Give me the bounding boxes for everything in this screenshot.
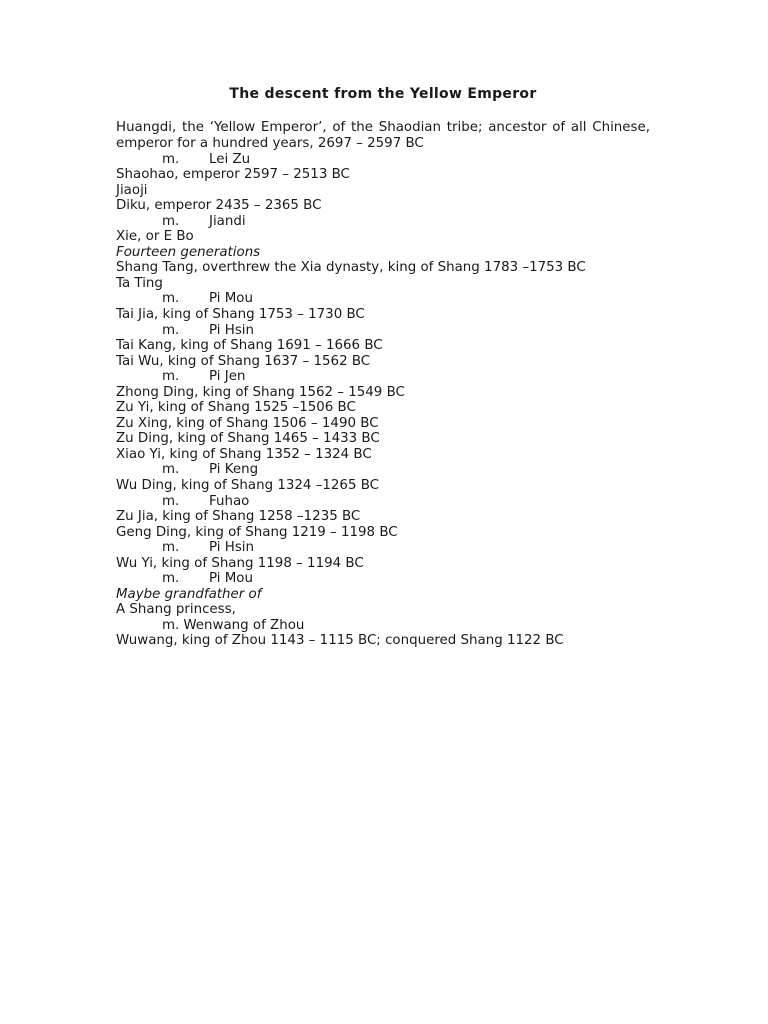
intro-paragraph: Huangdi, the ‘Yellow Emperor’, of the Shaodian tribe; ancestor of all Chinese, emperor for a hundred years, 2697 – 2597 BC [116,120,650,151]
spouse-line [116,540,676,556]
lineage-entry: Shang Tang, overthrew the Xia dynasty, king of Shang 1783 –1753 BC [116,260,586,276]
lineage-entry: Tai Jia, king of Shang 1753 – 1730 BC [116,306,365,322]
lineage-entry: Zu Ding, king of Shang 1465 – 1433 BC [116,431,380,447]
spouse-name: Pi Keng [209,462,259,478]
spouse-name: Pi Jen [209,369,246,385]
married-marker: m. [162,462,180,478]
lineage-entry: Tai Wu, king of Shang 1637 – 1562 BC [116,353,371,369]
married-marker: m. [162,322,180,338]
lineage-entry: Wu Ding, king of Shang 1324 –1265 BC [116,477,380,493]
lineage-entry: Wu Yi, king of Shang 1198 – 1194 BC [116,555,364,571]
lineage-entry: Zu Yi, king of Shang 1525 –1506 BC [116,400,356,416]
lineage-entry: Xie, or E Bo [116,229,194,245]
document-title: The descent from the Yellow Emperor [229,86,537,102]
generation-note: Maybe grandfather of [116,586,262,602]
spouse-name: Lei Zu [209,151,251,167]
lineage-entry: Ta Ting [116,275,163,291]
spouse-name: Jiandi [209,213,246,229]
generation-note: Fourteen generations [116,244,261,260]
lineage-entry: Zu Jia, king of Shang 1258 –1235 BC [116,509,361,525]
spouse-line [116,214,676,230]
genealogy-list [116,152,676,650]
spouse-line [116,323,676,339]
lineage-entry: Diku, emperor 2435 – 2365 BC [116,198,322,214]
married-marker: m. [162,493,180,509]
married-marker: m. [162,291,180,307]
married-marker: m. [162,540,180,556]
spouse-line [116,291,676,307]
lineage-entry: Xiao Yi, king of Shang 1352 – 1324 BC [116,446,372,462]
married-marker: m. [162,369,180,385]
lineage-entry: Wuwang, king of Zhou 1143 – 1115 BC; conquered Shang 1122 BC [116,633,564,649]
spouse-name: Pi Mou [209,571,253,587]
lineage-entry: Jiaoji [116,182,148,198]
spouse-line [116,618,676,634]
spouse-line [116,571,676,587]
spouse-line [116,152,676,168]
married-marker: m. [162,571,180,587]
spouse-name: Pi Hsin [209,540,255,556]
lineage-entry: Tai Kang, king of Shang 1691 – 1666 BC [116,338,383,354]
lineage-entry: A Shang princess, [116,602,236,618]
spouse-name: Pi Hsin [209,322,255,338]
spouse-name: Wenwang of Zhou [183,617,305,633]
spouse-line [116,462,676,478]
spouse-name: Fuhao [209,493,250,509]
married-marker: m. [162,151,180,167]
lineage-entry: Zhong Ding, king of Shang 1562 – 1549 BC [116,384,405,400]
lineage-entry: Zu Xing, king of Shang 1506 – 1490 BC [116,415,379,431]
lineage-entry: Geng Ding, king of Shang 1219 – 1198 BC [116,524,398,540]
spouse-line [116,494,676,510]
married-marker: m. [162,617,180,633]
spouse-name: Pi Mou [209,291,253,307]
spouse-line [116,369,676,385]
married-marker: m. [162,213,180,229]
lineage-entry: Shaohao, emperor 2597 – 2513 BC [116,167,350,183]
